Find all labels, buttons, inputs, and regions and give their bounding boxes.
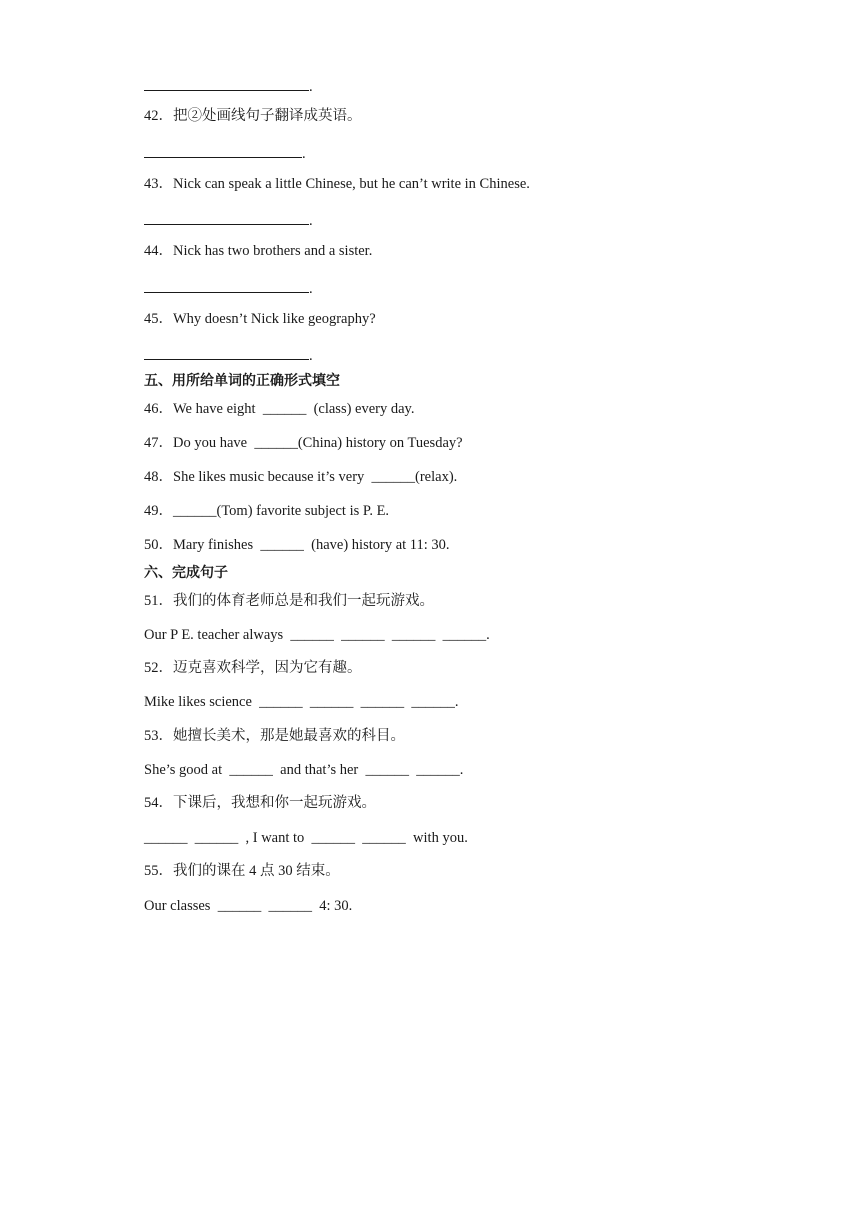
answer-line-41[interactable]: . (144, 76, 313, 97)
question-47: 47．Do you have ______(China) history on Tuesday? (144, 435, 463, 451)
question-46: 46．We have eight ______ (class) every day. (144, 401, 415, 417)
question-55-prompt: 55．我们的课在 4 点 30 结束。 (144, 863, 340, 879)
question-42: 42．把②处画线句子翻译成英语。 (144, 108, 362, 124)
question-48: 48．She likes music because it’s very ______(relax). (144, 469, 458, 485)
question-53-prompt: 53．她擅长美术，那是她最喜欢的科目。 (144, 728, 405, 744)
question-52-prompt: 52．迈克喜欢科学，因为它有趣。 (144, 660, 362, 676)
answer-line-45[interactable]: . (144, 345, 313, 366)
question-53-sentence: She’s good at ______ and that’s her ______ ______. (144, 762, 464, 778)
question-52-sentence: Mike likes science ______ ______ ______ ______. (144, 694, 459, 710)
question-51-sentence: Our P E. teacher always ______ ______ ______ ______. (144, 627, 490, 643)
question-51-prompt: 51．我们的体育老师总是和我们一起玩游戏。 (144, 593, 434, 609)
question-43: 43．Nick can speak a little Chinese, but he can’t write in Chinese. (144, 176, 530, 192)
question-49: 49．______(Tom) favorite subject is P. E. (144, 503, 390, 519)
answer-line-43[interactable]: . (144, 210, 313, 231)
question-54-prompt: 54．下课后，我想和你一起玩游戏。 (144, 795, 376, 811)
section6-heading: 六、完成句子 (144, 565, 228, 581)
question-50: 50．Mary finishes ______ (have) history at 11: 30. (144, 537, 450, 553)
question-44: 44．Nick has two brothers and a sister. (144, 243, 373, 259)
question-45: 45．Why doesn’t Nick like geography? (144, 311, 376, 327)
answer-line-42[interactable]: . (144, 143, 306, 164)
blank-line[interactable] (144, 278, 309, 293)
answer-line-44[interactable]: . (144, 278, 313, 299)
question-54-sentence: ______ ______ , I want to ______ ______ with you. (144, 830, 468, 846)
blank-line[interactable] (144, 210, 309, 225)
section5-heading: 五、用所给单词的正确形式填空 (144, 373, 340, 389)
question-55-sentence: Our classes ______ ______ 4: 30. (144, 898, 353, 914)
blank-line[interactable] (144, 143, 302, 158)
blank-line[interactable] (144, 76, 309, 91)
blank-line[interactable] (144, 345, 309, 360)
